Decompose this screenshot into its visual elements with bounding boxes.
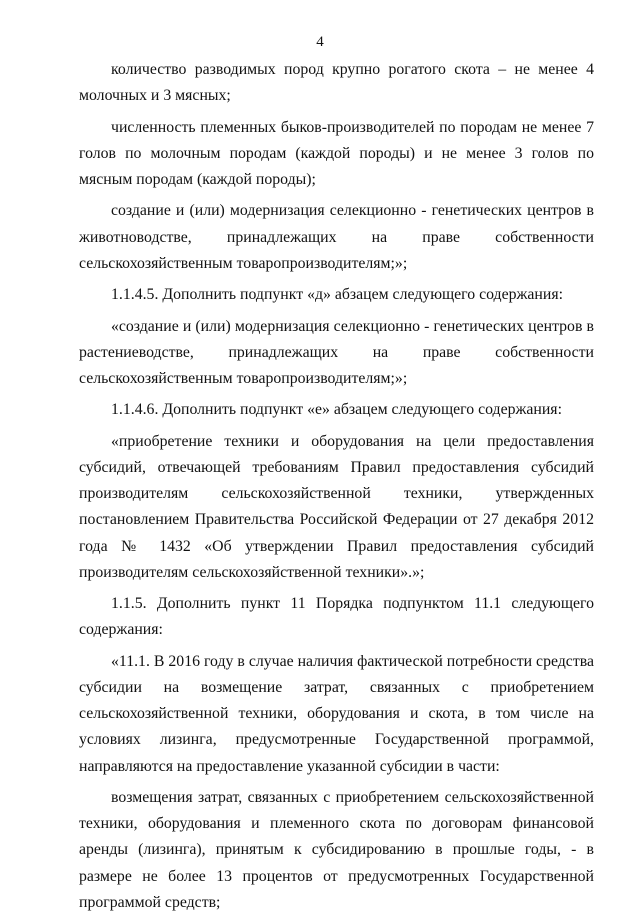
paragraph-item-1-1-5: 1.1.5. Дополнить пункт 11 Порядка подпунктом 11.1 следующего содержания:	[79, 595, 594, 639]
paragraph-bulls-count: численность племенных быков-производителей по породам не менее 7 голов по молочным породам (каждой породы) и не менее 3 голов по мясным породам (каждой породы);	[79, 118, 594, 188]
paragraph-leasing-compensation: возмещения затрат, связанных с приобретением сельскохозяйственной техники, оборудования и племенного скота по договорам финансовой аренды (лизинга), принятым к субсидированию в прошлые годы, - в размере не более 13 процентов от предусмотренных Государственной программой средств;	[79, 788, 594, 911]
paragraph-breeds-count: количество разводимых пород крупно рогатого скота – не менее 4 молочных и 3 мясных;	[79, 61, 594, 105]
document-body	[79, 57, 594, 916]
paragraph-crop-centers: «создание и (или) модернизация селекционно - генетических центров в растениеводстве, принадлежащих на праве собственности сельскохозяйственным товаропроизводителям;»;	[79, 317, 594, 387]
page-number: 4	[316, 34, 324, 50]
paragraph-equipment-purchase: «приобретение техники и оборудования на цели предоставления субсидий, отвечающей требованиям Правил предоставления субсидий производителям сельскохозяйственной техники, утвержденных постановлением Правительства Российской Федерации от 27 декабря 2012 года № 1432 «Об утверждении Правил предоставления субсидий производителям сельскохозяйственной техники».»;	[79, 432, 594, 581]
paragraph-item-1-1-4-6: 1.1.4.6. Дополнить подпункт «е» абзацем следующего содержания:	[111, 401, 562, 419]
paragraph-item-1-1-4-5: 1.1.4.5. Дополнить подпункт «д» абзацем следующего содержания:	[111, 286, 563, 304]
paragraph-livestock-centers: создание и (или) модернизация селекционно - генетических центров в животноводстве, принадлежащих на праве собственности сельскохозяйственным товаропроизводителям;»;	[79, 202, 594, 272]
paragraph-item-11-1: «11.1. В 2016 году в случае наличия фактической потребности средства субсидии на возмещение затрат, связанных с приобретением сельскохозяйственной техники, оборудования и скота, в том числе на условиях лизинга, предусмотренные Государственной программой, направляются на предоставление указанной субсидии в части:	[79, 652, 594, 775]
